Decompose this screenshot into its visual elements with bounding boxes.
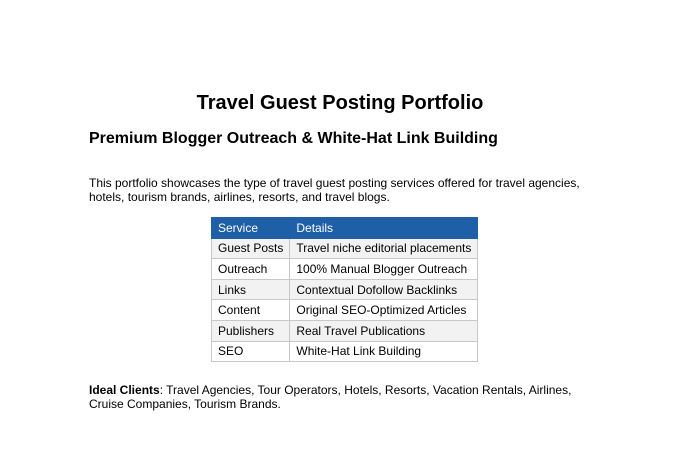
details-cell: Real Travel Publications bbox=[290, 320, 478, 341]
service-cell: Publishers bbox=[212, 320, 290, 341]
details-cell: White-Hat Link Building bbox=[290, 341, 478, 362]
service-cell: Guest Posts bbox=[212, 238, 290, 259]
ideal-clients-paragraph bbox=[89, 383, 609, 411]
service-cell: Links bbox=[212, 279, 290, 300]
services-table-container bbox=[211, 217, 478, 362]
details-cell: Travel niche editorial placements bbox=[290, 238, 478, 259]
service-cell: Content bbox=[212, 300, 290, 321]
ideal-clients-text: : Travel Agencies, Tour Operators, Hotels, Resorts, Vacation Rentals, Airlines, Cruise Companies, Tourism Brands. bbox=[89, 383, 572, 411]
table-row bbox=[212, 300, 478, 321]
details-cell: 100% Manual Blogger Outreach bbox=[290, 259, 478, 280]
document-title: Travel Guest Posting Portfolio bbox=[196, 92, 484, 114]
service-cell: SEO bbox=[212, 341, 290, 362]
details-cell: Contextual Dofollow Backlinks bbox=[290, 279, 478, 300]
column-header-service: Service bbox=[212, 218, 290, 239]
document-subtitle: Premium Blogger Outreach & White-Hat Link Building bbox=[89, 130, 498, 147]
table-header-row bbox=[212, 218, 478, 239]
services-table bbox=[211, 217, 478, 362]
details-cell: Original SEO-Optimized Articles bbox=[290, 300, 478, 321]
table-row bbox=[212, 259, 478, 280]
ideal-clients-label: Ideal Clients bbox=[89, 383, 160, 397]
service-cell: Outreach bbox=[212, 259, 290, 280]
table-row bbox=[212, 341, 478, 362]
table-row bbox=[212, 320, 478, 341]
intro-paragraph: This portfolio showcases the type of travel guest posting services offered for travel agencies, hotels, tourism brands, airlines, resorts, and travel blogs. bbox=[89, 176, 580, 204]
column-header-details: Details bbox=[290, 218, 478, 239]
table-row bbox=[212, 238, 478, 259]
table-row bbox=[212, 279, 478, 300]
